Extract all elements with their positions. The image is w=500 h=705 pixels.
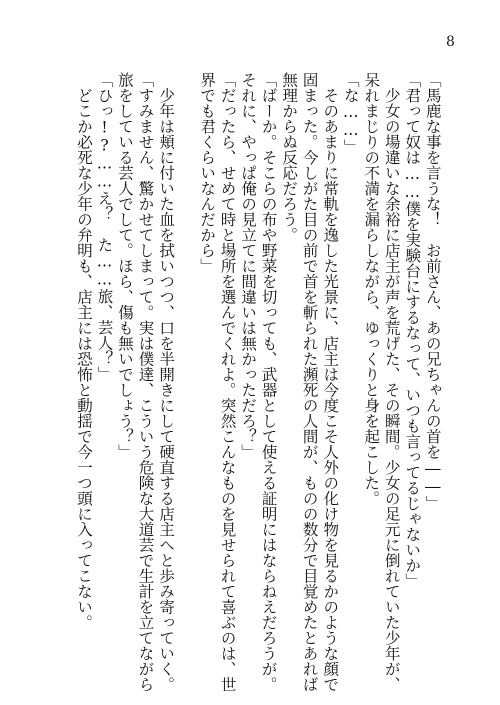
text-line: 「君って奴は……僕を実験台にするなって、いつも言ってるじゃないか」 xyxy=(403,72,422,589)
text-line: 「馬鹿な事を言うな！ お前さん、あの兄ちゃんの首を――」 xyxy=(423,72,442,511)
text-line: 「ひっ!?……え？ た……旅、芸人？」 xyxy=(95,72,114,382)
text-line: 「すみません、驚かせてしまって。実は僕達、こういう危険な大道芸で生計を立てながら xyxy=(136,72,155,692)
text-line: 固まった。今しがた目の前で首を斬られた瀕死の人間が、ものの数分で目覚めたとあれば xyxy=(300,72,319,692)
text-line: 少年は頬に付いた血を拭いつつ、口を半開きにして硬直する店主へと歩み寄っていく。 xyxy=(157,72,176,692)
text-line: 無理からぬ反応だろう。 xyxy=(280,72,299,243)
page-number: 8 xyxy=(446,34,455,50)
text-line: 界でも君くらいなんだから」 xyxy=(198,72,217,274)
text-line: 旅をしている芸人でして。ほら、傷も無いでしょう？」 xyxy=(116,72,135,460)
text-line: そのあまりに常軌を逸した光景に、店主は今度こそ人外の化け物を見るかのような顔で xyxy=(321,72,340,692)
text-line: 「だったら、せめて時と場所を選んでくれよ。突然こんなものを見せられて喜ぶのは、世 xyxy=(218,72,237,692)
text-line: どこか必死な少年の弁明も、店主には恐怖と動揺で今一つ頭に入ってこない。 xyxy=(75,72,93,630)
text-line: それに、やっぱ俺の見立てに間違いは無かっただろ？」 xyxy=(239,72,258,460)
text-line: 「な……」 xyxy=(341,72,360,155)
vertical-text-body xyxy=(74,72,442,692)
text-line: 「ばーか。そこらの布や野菜を切っても、武器として使える証明にはならねえだろうが。 xyxy=(259,72,278,692)
text-line: 呆れまじりの不満を漏らしながら、ゆっくりと身を起こした。 xyxy=(362,72,381,506)
text-line: 少女の場違いな余裕に店主が声を荒げた、その瞬間。少女の足元に倒れていた少年が、 xyxy=(382,72,401,692)
